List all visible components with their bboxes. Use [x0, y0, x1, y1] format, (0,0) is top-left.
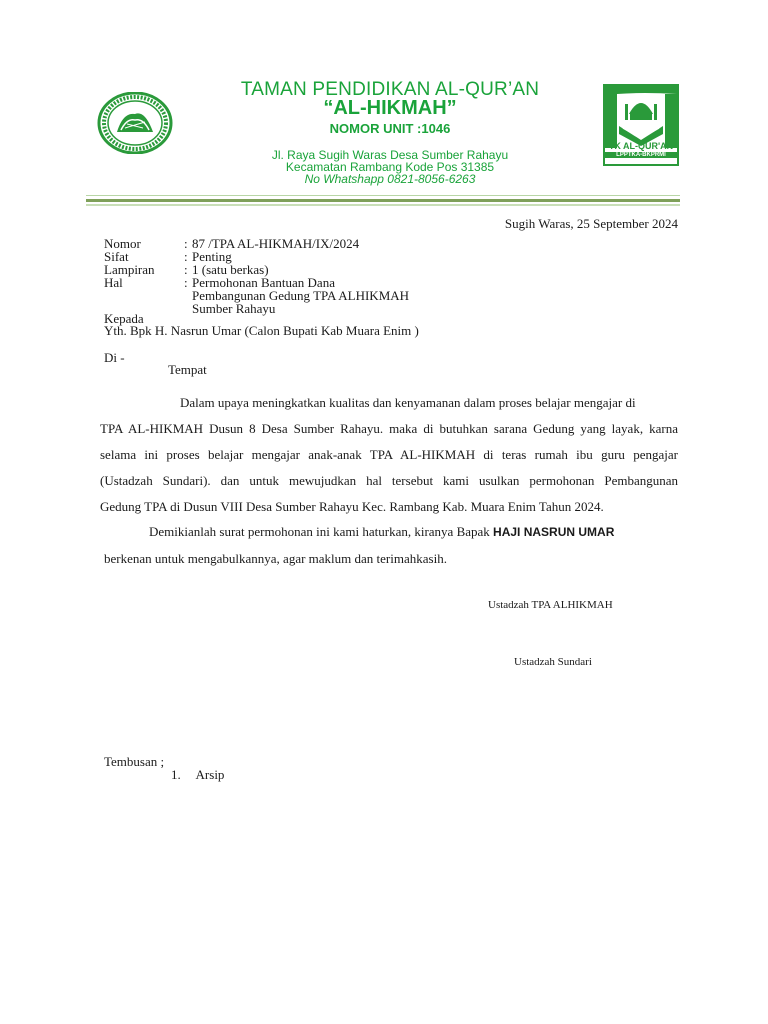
meta-colon: :: [184, 275, 188, 290]
meta-value: 1 (satu berkas): [192, 262, 269, 277]
body-line-3: selama ini proses belajar mengajar anak-anak TPA AL-HIKMAH di teras rumah ibu guru pengajar: [100, 447, 678, 462]
right-logo-sub-text: LPPTKA-BKPRMI: [605, 152, 677, 158]
tembusan-item-text: Arsip: [195, 767, 225, 782]
signer-name: Ustadzah Sundari: [514, 656, 592, 668]
closing-recipient-name: HAJI NASRUN UMAR: [493, 525, 615, 539]
header-unit-number: NOMOR UNIT :1046: [329, 121, 451, 136]
meta-key: Lampiran: [104, 262, 155, 277]
tembusan-label: Tembusan ;: [104, 754, 165, 769]
recipient-label: Kepada: [104, 311, 144, 326]
meta-row-sifat: [104, 250, 512, 263]
meta-value: Penting: [192, 249, 232, 264]
body-line-2: TPA AL-HIKMAH Dusun 8 Desa Sumber Rahayu. maka di butuhkan sarana Gedung yang layak, karna: [100, 421, 678, 436]
recipient-place: Tempat: [168, 362, 207, 377]
meta-hal-continuation-2: Sumber Rahayu: [192, 301, 276, 316]
meta-value: Permohonan Bantuan Dana: [192, 275, 335, 290]
meta-row-nomor: [104, 237, 512, 250]
header-rule-thick: [86, 199, 680, 202]
tembusan-item: [171, 767, 224, 783]
body-line-1: Dalam upaya meningkatkan kualitas dan kenyamanan dalam proses belajar mengajar di: [180, 395, 636, 410]
header-rule-thin: [86, 195, 680, 196]
meta-colon: :: [184, 236, 188, 251]
recipient-name: Yth. Bpk H. Nasrun Umar (Calon Bupati Kab Muara Enim ): [104, 323, 419, 338]
header-address-district: Kecamatan Rambang Kode Pos 31385: [285, 160, 495, 174]
meta-colon: :: [184, 262, 188, 277]
meta-hal-continuation-1: Pembangunan Gedung TPA ALHIKMAH: [192, 288, 410, 303]
closing-line-1: [149, 524, 614, 540]
body-line-5: Gedung TPA di Dusun VIII Desa Sumber Rahayu Kec. Rambang Kab. Muara Enim Tahun 2024.: [100, 499, 604, 514]
closing-line-2: berkenan untuk mengabulkannya, agar maklum dan terimahkasih.: [104, 551, 447, 566]
body-line-4: (Ustadzah Sundari). dan untuk mewujudkan hal tersebut kami usulkan permohonan Pembangunan: [100, 473, 678, 488]
meta-colon: :: [184, 249, 188, 264]
meta-key: Nomor: [104, 236, 141, 251]
meta-key: Sifat: [104, 249, 129, 264]
signer-title: Ustadzah TPA ALHIKMAH: [488, 599, 613, 611]
tembusan-item-number: 1.: [171, 767, 181, 782]
header-title: TAMAN PENDIDIKAN AL-QUR’AN: [240, 79, 540, 100]
closing-text: Demikianlah surat permohonan ini kami haturkan, kiranya Bapak: [149, 524, 490, 539]
recipient-di: Di -: [104, 350, 125, 365]
header-contact: No Whatshapp 0821-8056-6263: [304, 172, 476, 186]
meta-value: 87 /TPA AL-HIKMAH/IX/2024: [192, 236, 360, 251]
header-rule-light: [86, 204, 680, 206]
header-address-street: Jl. Raya Sugih Waras Desa Sumber Rahayu: [271, 148, 509, 162]
letter-meta: [104, 237, 512, 315]
letter-date: Sugih Waras, 25 September 2024: [504, 216, 678, 231]
meta-key: Hal: [104, 275, 123, 290]
right-logo-band-text: TK AL-QUR'AN: [608, 141, 674, 151]
tpa-seal-logo: [97, 92, 173, 154]
header-school-name: “AL-HIKMAH”: [323, 97, 457, 119]
